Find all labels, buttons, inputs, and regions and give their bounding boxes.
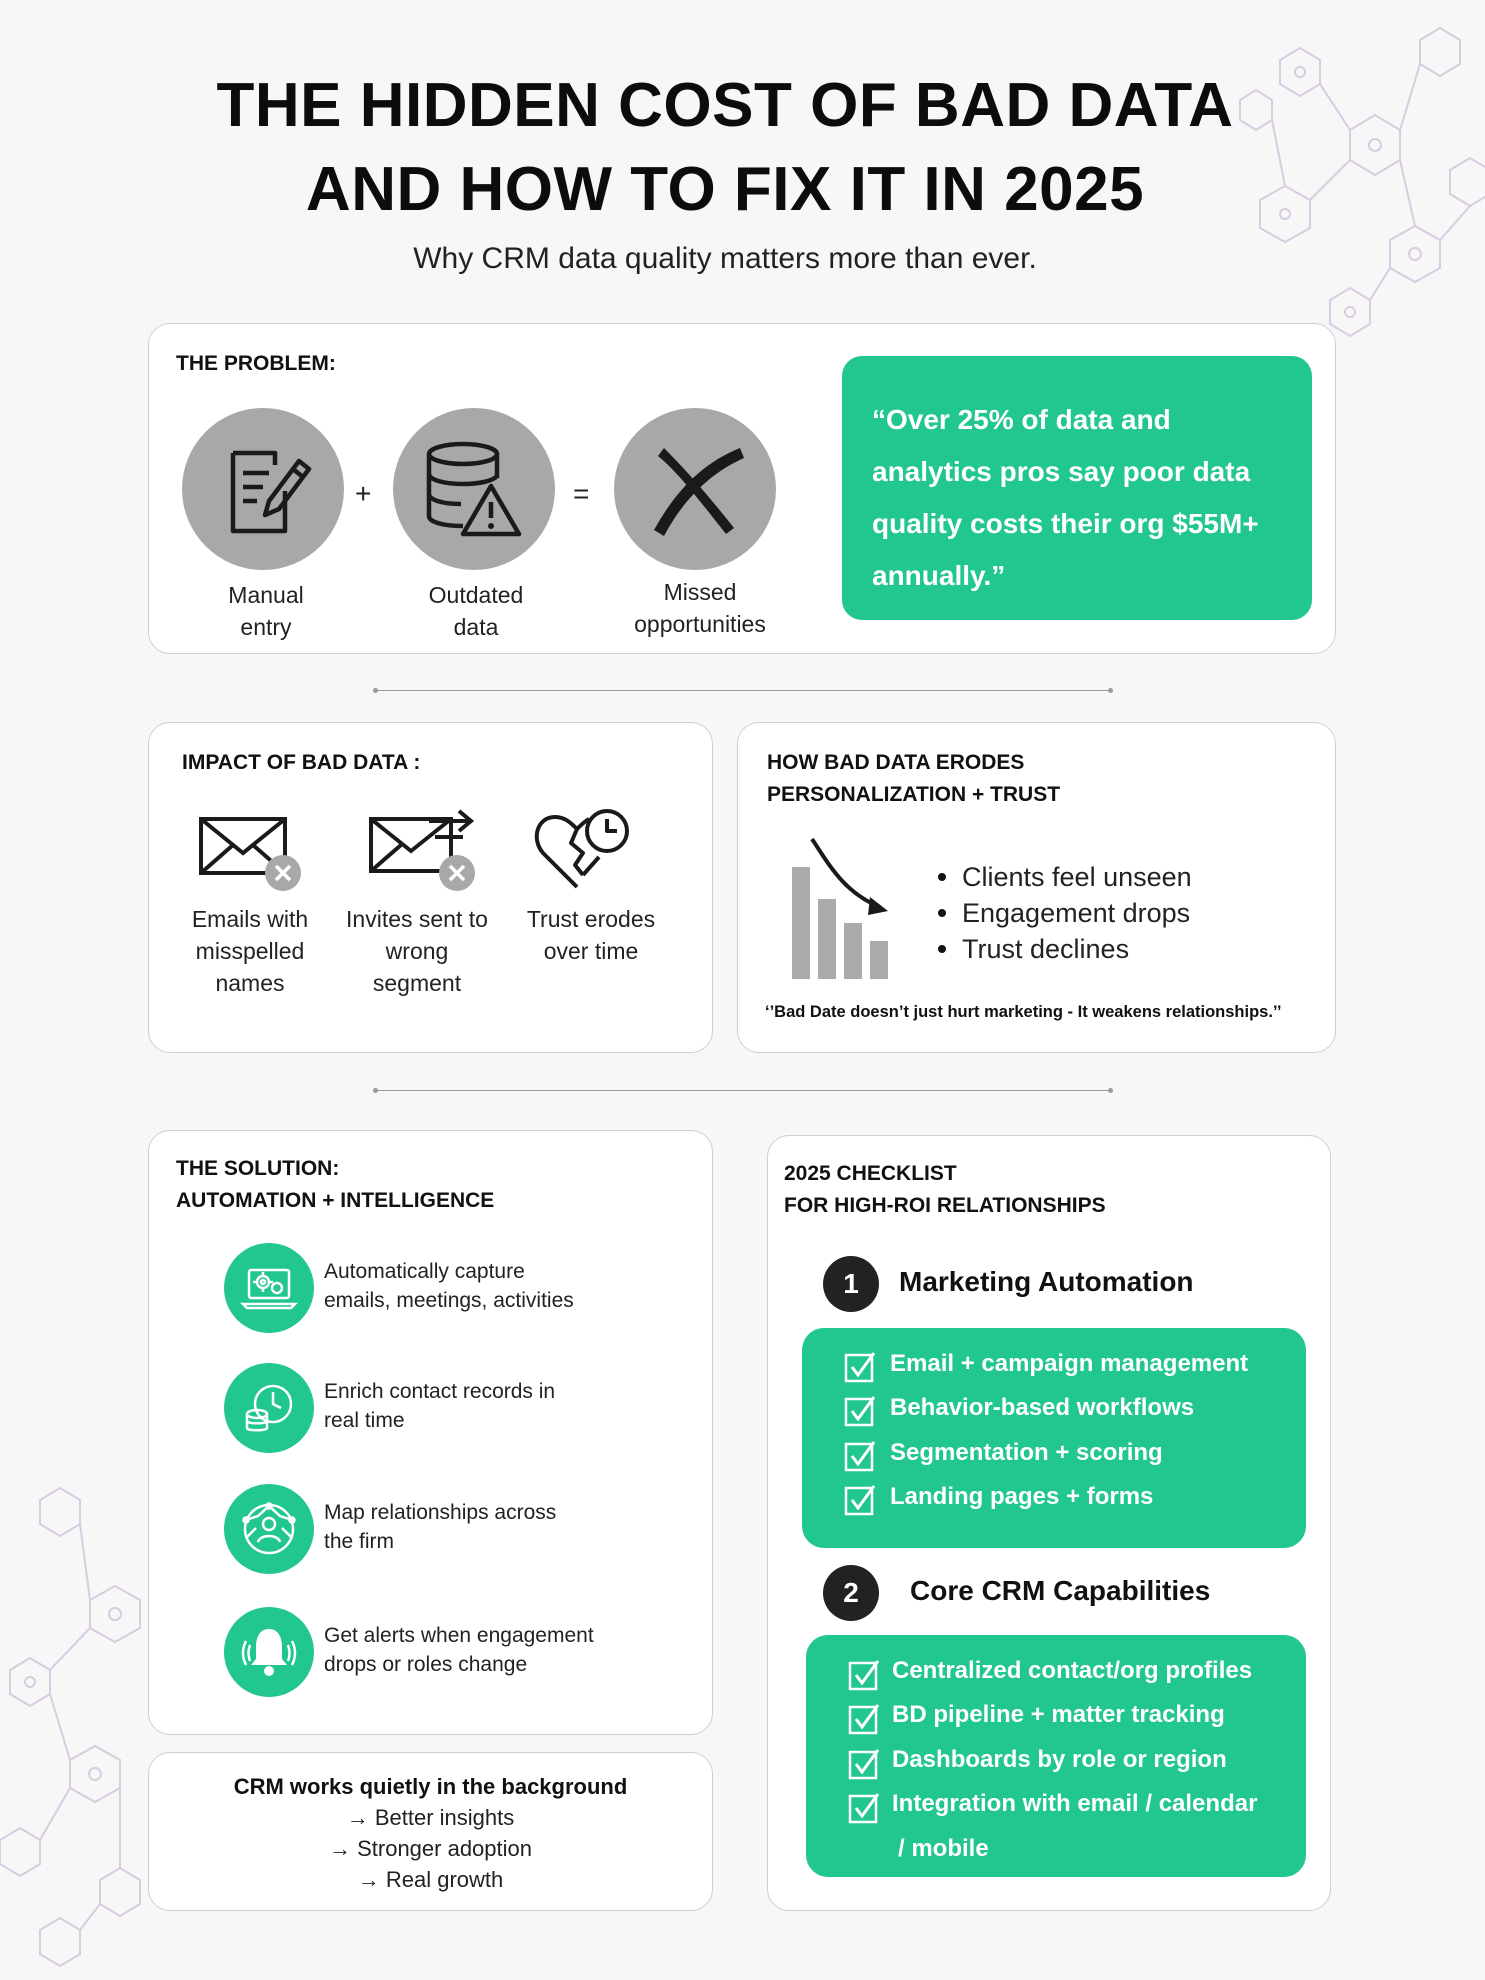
caption-line: wrong: [385, 938, 449, 964]
declining-bar-chart-icon: [788, 833, 898, 983]
manual-entry-caption: [186, 579, 346, 643]
problem-heading: THE PROBLEM:: [176, 352, 336, 375]
background-line: → Stronger adoption: [328, 1836, 533, 1861]
solution-text: [324, 1621, 644, 1679]
checkbox-icon: [844, 1395, 876, 1427]
text-line: Map relationships across: [324, 1501, 557, 1524]
caption-line: Outdated: [428, 582, 524, 608]
checkbox-icon: [844, 1440, 876, 1472]
background-line: → Real growth: [357, 1867, 504, 1892]
heading-line: FOR HIGH-ROI RELATIONSHIPS: [784, 1194, 1106, 1217]
envelope-forward-x-icon: [365, 803, 485, 893]
section-number-1: 1: [823, 1256, 879, 1312]
checklist-item: Email + campaign management: [890, 1350, 1249, 1377]
text-line: emails, meetings, activities: [324, 1289, 574, 1312]
checklist-item: BD pipeline + matter tracking: [892, 1701, 1225, 1728]
list-item: Trust declines: [936, 931, 1192, 967]
impact-card: [148, 722, 713, 1053]
caption-line: Trust erodes: [526, 906, 656, 932]
text-line: Get alerts when engagement: [324, 1624, 594, 1647]
impact-caption-3: [506, 903, 676, 967]
background-heading: CRM works quietly in the background: [233, 1774, 628, 1799]
background-line: → Better insights: [346, 1805, 515, 1830]
text-line: Enrich contact records in: [324, 1380, 556, 1403]
solution-text: [324, 1498, 644, 1556]
caption-line: Emails with: [191, 906, 309, 932]
network-person-icon: [224, 1484, 314, 1574]
title-line-2: AND HOW TO FIX IT IN 2025: [305, 155, 1145, 224]
text-line: real time: [324, 1409, 405, 1432]
list-item: Engagement drops: [936, 895, 1192, 931]
checklist-item: Integration with email / calendar: [892, 1790, 1258, 1817]
list-item: Clients feel unseen: [936, 859, 1192, 895]
section-title-core-crm: Core CRM Capabilities: [910, 1575, 1211, 1606]
missed-opportunities-circle: [614, 408, 776, 570]
title-line-1: THE HIDDEN COST OF BAD DATA: [216, 71, 1234, 140]
x-mark-icon: [640, 434, 750, 544]
database-warning-icon: [419, 434, 529, 544]
caption-line: names: [215, 970, 285, 996]
erodes-card: [737, 722, 1336, 1053]
hexagon-network-decoration-bottom: [0, 1460, 170, 1980]
background-card: [148, 1752, 713, 1911]
outdated-data-circle: [393, 408, 555, 570]
clock-database-icon: [224, 1363, 314, 1453]
checkbox-icon: [848, 1792, 880, 1824]
broken-heart-clock-icon: [531, 803, 641, 893]
document-pencil-icon: [213, 439, 313, 539]
bell-alert-icon: [224, 1607, 314, 1697]
checkbox-icon: [848, 1703, 880, 1735]
checklist-item-continuation: / mobile: [898, 1835, 989, 1862]
solution-heading: [176, 1153, 494, 1217]
plus-sign: +: [355, 478, 372, 509]
caption-line: Missed: [663, 579, 737, 605]
caption-line: data: [453, 614, 499, 640]
caption-line: over time: [543, 938, 639, 964]
checklist-item: Dashboards by role or region: [892, 1746, 1227, 1773]
page-title: [0, 64, 1450, 232]
section-title-marketing: Marketing Automation: [899, 1266, 1194, 1297]
heading-line: HOW BAD DATA ERODES: [767, 751, 1025, 774]
checklist-item: Segmentation + scoring: [890, 1439, 1163, 1466]
checkbox-icon: [848, 1748, 880, 1780]
impact-caption-2: [332, 903, 502, 999]
statistic-quote-box: “Over 25% of data and analytics pros say poor data quality costs their org $55M+ annually.”: [842, 356, 1312, 620]
section-divider: [376, 1090, 1110, 1091]
heading-line: AUTOMATION + INTELLIGENCE: [176, 1189, 495, 1212]
checkbox-icon: [844, 1351, 876, 1383]
heading-line: PERSONALIZATION + TRUST: [767, 783, 1061, 806]
impact-caption-1: [170, 903, 330, 999]
equals-sign: =: [573, 478, 590, 509]
text-line: the firm: [324, 1530, 395, 1553]
solution-text: [324, 1377, 644, 1435]
page-subtitle: Why CRM data quality matters more than ever.: [413, 242, 1037, 275]
checklist-item: Landing pages + forms: [890, 1483, 1154, 1510]
caption-line: opportunities: [634, 611, 766, 637]
caption-line: misspelled: [195, 938, 305, 964]
section-divider: [376, 690, 1110, 691]
checkbox-icon: [844, 1484, 876, 1516]
checkbox-icon: [848, 1659, 880, 1691]
marketing-checklist: [802, 1328, 1306, 1548]
caption-line: segment: [372, 970, 462, 996]
laptop-gears-icon: [224, 1243, 314, 1333]
caption-line: entry: [240, 614, 292, 640]
erodes-quote: ‘’Bad Date doesn’t just hurt marketing - It weakens relationships.’’: [765, 1003, 1282, 1021]
erodes-bullet-list: [936, 859, 1192, 967]
impact-heading: IMPACT OF BAD DATA :: [182, 751, 421, 774]
checklist-item: Behavior-based workflows: [890, 1394, 1195, 1421]
caption-line: Manual: [228, 582, 304, 608]
checklist-heading: [784, 1158, 1106, 1222]
solution-text: [324, 1257, 644, 1315]
missed-opportunities-caption: [610, 576, 790, 640]
checklist-item: Centralized contact/org profiles: [892, 1657, 1253, 1684]
heading-line: 2025 CHECKLIST: [784, 1162, 957, 1185]
caption-line: Invites sent to: [346, 906, 488, 932]
text-line: Automatically capture: [324, 1260, 525, 1283]
manual-entry-circle: [182, 408, 344, 570]
erodes-heading: [767, 747, 1060, 811]
outdated-data-caption: [396, 579, 556, 643]
envelope-x-icon: [197, 813, 307, 893]
heading-line: THE SOLUTION:: [176, 1157, 340, 1180]
core-crm-checklist: [806, 1635, 1306, 1877]
section-number-2: 2: [823, 1565, 879, 1621]
text-line: drops or roles change: [324, 1653, 528, 1676]
